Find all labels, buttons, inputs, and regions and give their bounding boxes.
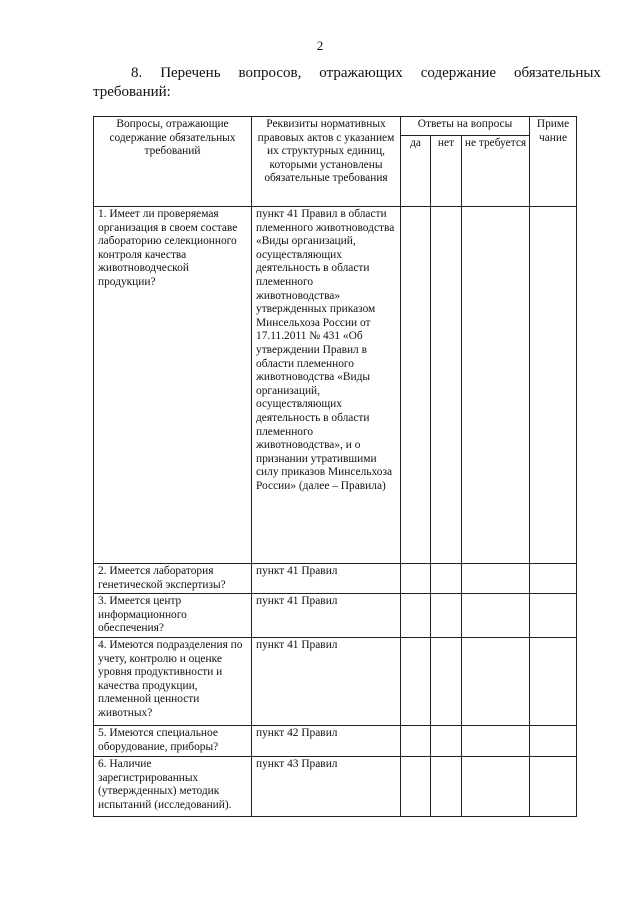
header-questions: Вопросы, отражающие содержание обязательных требований [94,117,252,207]
header-yes: да [401,136,431,207]
question-cell: 2. Имеется лаборатория генетической экспертизы? [94,564,252,594]
requirements-table [93,116,577,817]
note-cell [530,637,577,725]
note-cell [530,564,577,594]
table-row [94,594,577,638]
answer-no-cell [431,564,462,594]
header-not-required: не требуется [462,136,530,207]
note-cell [530,725,577,756]
note-cell [530,207,577,564]
heading-word: отражающих [319,65,403,81]
header-row [94,117,577,136]
table-row [94,207,577,564]
heading-word: вопросов, [238,65,302,81]
page-number: 2 [316,38,324,53]
answer-no-cell [431,594,462,638]
answer-yes-cell [401,594,431,638]
requisite-cell: пункт 41 Правил [252,637,401,725]
header-requisites: Реквизиты нормативных правовых актов с указанием их структурных единиц, которыми установлены обязательные требования [252,117,401,207]
answer-no-cell [431,207,462,564]
question-cell: 5. Имеются специальное оборудование, приборы? [94,725,252,756]
answer-no-cell [431,756,462,816]
answer-yes-cell [401,564,431,594]
answer-no-cell [431,725,462,756]
heading-word: обязательных [513,65,601,81]
answer-yes-cell [401,756,431,816]
heading-line-2: требований: [93,84,171,100]
answer-not-required-cell [462,637,530,725]
heading-word: Перечень [160,65,221,81]
answer-not-required-cell [462,207,530,564]
requisite-cell: пункт 41 Правил [252,564,401,594]
table-row [94,756,577,816]
header-note: Приме чание [530,117,577,207]
answer-yes-cell [401,725,431,756]
heading-word: 8. [131,65,143,81]
requisite-cell: пункт 43 Правил [252,756,401,816]
question-cell: 6. Наличие зарегистрированных (утвержденных) методик испытаний (исследований). [94,756,252,816]
answer-yes-cell [401,207,431,564]
table-row [94,564,577,594]
requisite-cell: пункт 41 Правил [252,594,401,638]
heading-line-1 [93,64,601,83]
section-heading [93,64,601,102]
requisite-cell: пункт 41 Правил в области племенного животноводства «Виды организаций, осуществляющих деятельность в области племенного животноводства» утвержденных приказом Минсельхоза России от 17.11.2011 № 431 «Об утверждении Правил в области племенного животноводства «Виды организаций, осуществляющих деятельность в области племенного животноводства», и о признании утратившими силу приказов Минсельхоза России» (далее – Правила) [252,207,401,564]
answer-no-cell [431,637,462,725]
note-cell [530,756,577,816]
answer-not-required-cell [462,725,530,756]
note-cell [530,594,577,638]
answer-yes-cell [401,637,431,725]
table-row [94,725,577,756]
answer-not-required-cell [462,564,530,594]
header-answers: Ответы на вопросы [401,117,530,136]
answer-not-required-cell [462,594,530,638]
requisite-cell: пункт 42 Правил [252,725,401,756]
question-cell: 1. Имеет ли проверяемая организация в своем составе лабораторию селекционного контроля качества животноводческой продукции? [94,207,252,564]
heading-word: содержание [420,65,496,81]
header-no: нет [431,136,462,207]
answer-not-required-cell [462,756,530,816]
table-row [94,637,577,725]
question-cell: 4. Имеются подразделения по учету, контролю и оценке уровня продуктивности и качества продукции, племенной ценности животных? [94,637,252,725]
question-cell: 3. Имеется центр информационного обеспечения? [94,594,252,638]
